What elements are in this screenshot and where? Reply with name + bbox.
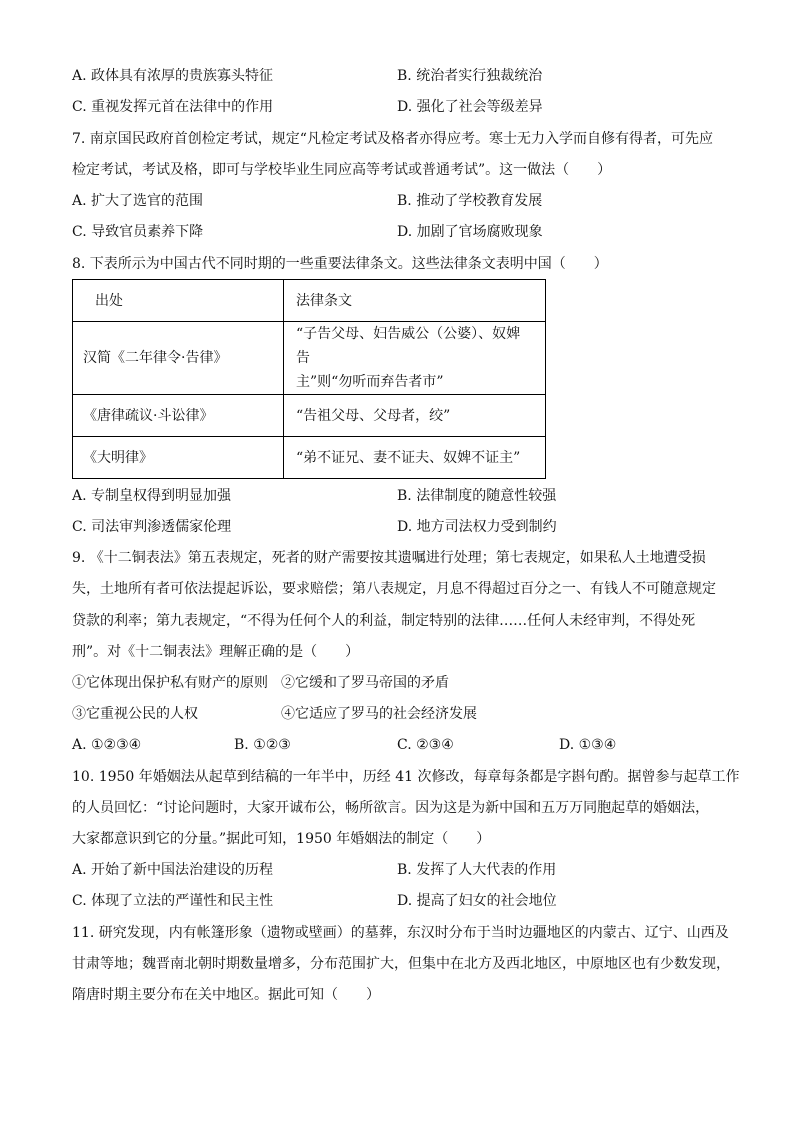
table-header-source: 出处: [73, 280, 284, 322]
q7-option-c: C. 导致官员素养下降: [72, 224, 204, 240]
law-table: [72, 279, 546, 479]
q10-option-a: A. 开始了新中国法治建设的历程: [72, 862, 274, 878]
q10-stem-line2: 的人员回忆：“讨论问题时，大家开诚布公，畅所欲言。因为这是为新中国和五万万同胞起草的婚姻法，: [72, 800, 710, 816]
q9-option-b: B. ①②③: [234, 737, 291, 753]
q9-option-c: C. ②③④: [397, 737, 454, 753]
q6-option-b: B. 统治者实行独裁统治: [397, 68, 543, 84]
q10-option-c: C. 体现了立法的严谨性和民主性: [72, 893, 274, 909]
table-cell-text-line: 主”则“勿听而弃告者市”: [296, 374, 444, 390]
table-cell-text-line: “子告父母、妇告威公（公婆）、奴婢告: [296, 326, 521, 366]
q9-statement-4: ④它适应了罗马的社会经济发展: [281, 706, 477, 722]
q11-stem-line3: 隋唐时期主要分布在关中地区。据此可知（ ）: [72, 987, 380, 1003]
q8-stem: 8. 下表所示为中国古代不同时期的一些重要法律条文。这些法律条文表明中国（ ）: [72, 256, 608, 272]
q7-stem-line1: 7. 南京国民政府首创检定考试，规定“凡检定考试及格者亦得应考。寒士无力入学而自修有得者，可先应: [72, 131, 713, 147]
q6-option-d: D. 强化了社会等级差异: [397, 99, 543, 115]
table-cell-source: 汉简《二年律令·告律》: [73, 322, 284, 395]
q8-option-d: D. 地方司法权力受到制约: [397, 519, 557, 535]
q9-stem-line3: 贷款的利率；第九表规定，“不得为任何个人的利益，制定特别的法律……任何人未经审判，不得处死: [72, 613, 696, 629]
q9-statement-2: ②它缓和了罗马帝国的矛盾: [281, 675, 449, 691]
table-cell-source: 《大明律》: [73, 437, 284, 479]
q9-stem-line2: 失，土地所有者可依法提起诉讼，要求赔偿；第八表规定，月息不得超过百分之一、有钱人不可随意规定: [72, 581, 716, 597]
q7-option-a: A. 扩大了选官的范围: [72, 193, 204, 209]
q6-option-a: A. 政体具有浓厚的贵族寡头特征: [72, 68, 274, 84]
table-cell-text: “告祖父母、父母者，绞”: [284, 395, 546, 437]
q7-stem-line2: 检定考试，考试及格，即可与学校毕业生同应高等考试或普通考试”。这一做法（ ）: [72, 162, 612, 178]
q8-option-b: B. 法律制度的随意性较强: [397, 488, 557, 504]
q10-stem-line1: 10. 1950 年婚姻法从起草到结稿的一年半中，历经 41 次修改，每章每条都是字斟句酌。据曾参与起草工作: [72, 769, 740, 785]
q10-stem-line3: 大家都意识到它的分量。”据此可知，1950 年婚姻法的制定（ ）: [72, 831, 491, 847]
q8-option-a: A. 专制皇权得到明显加强: [72, 488, 232, 504]
q11-stem-line1: 11. 研究发现，内有帐篷形象（遗物或壁画）的墓葬，东汉时分布于当时边疆地区的内蒙古、辽宁、山西及: [72, 925, 729, 941]
q9-statement-3: ③它重视公民的人权: [72, 706, 198, 722]
q9-option-a: A. ①②③④: [72, 737, 142, 753]
table-cell-text: “弟不证兄、妻不证夫、奴婢不证主”: [284, 437, 546, 479]
table-header-text: 法律条文: [284, 280, 546, 322]
q9-stem-line4: 刑”。对《十二铜表法》理解正确的是（ ）: [72, 644, 360, 660]
table-header-row: [73, 280, 546, 322]
q8-option-c: C. 司法审判渗透儒家伦理: [72, 519, 232, 535]
q9-statement-1: ①它体现出保护私有财产的原则: [72, 675, 268, 691]
q9-stem-line1: 9. 《十二铜表法》第五表规定，死者的财产需要按其遗嘱进行处理；第七表规定，如果私人土地遭受损: [72, 550, 706, 566]
table-cell-text: [284, 322, 546, 395]
table-cell-source: 《唐律疏议·斗讼律》: [73, 395, 284, 437]
table-row: [73, 395, 546, 437]
q9-option-d: D. ①③④: [559, 737, 617, 753]
table-row: [73, 322, 546, 395]
q7-option-b: B. 推动了学校教育发展: [397, 193, 543, 209]
table-row: [73, 437, 546, 479]
q11-stem-line2: 甘肃等地；魏晋南北朝时期数量增多，分布范围扩大，但集中在北方及西北地区，中原地区也有少数发现，: [72, 956, 730, 972]
q7-option-d: D. 加剧了官场腐败现象: [397, 224, 543, 240]
q10-option-b: B. 发挥了人大代表的作用: [397, 862, 557, 878]
q10-option-d: D. 提高了妇女的社会地位: [397, 893, 557, 909]
q6-option-c: C. 重视发挥元首在法律中的作用: [72, 99, 274, 115]
